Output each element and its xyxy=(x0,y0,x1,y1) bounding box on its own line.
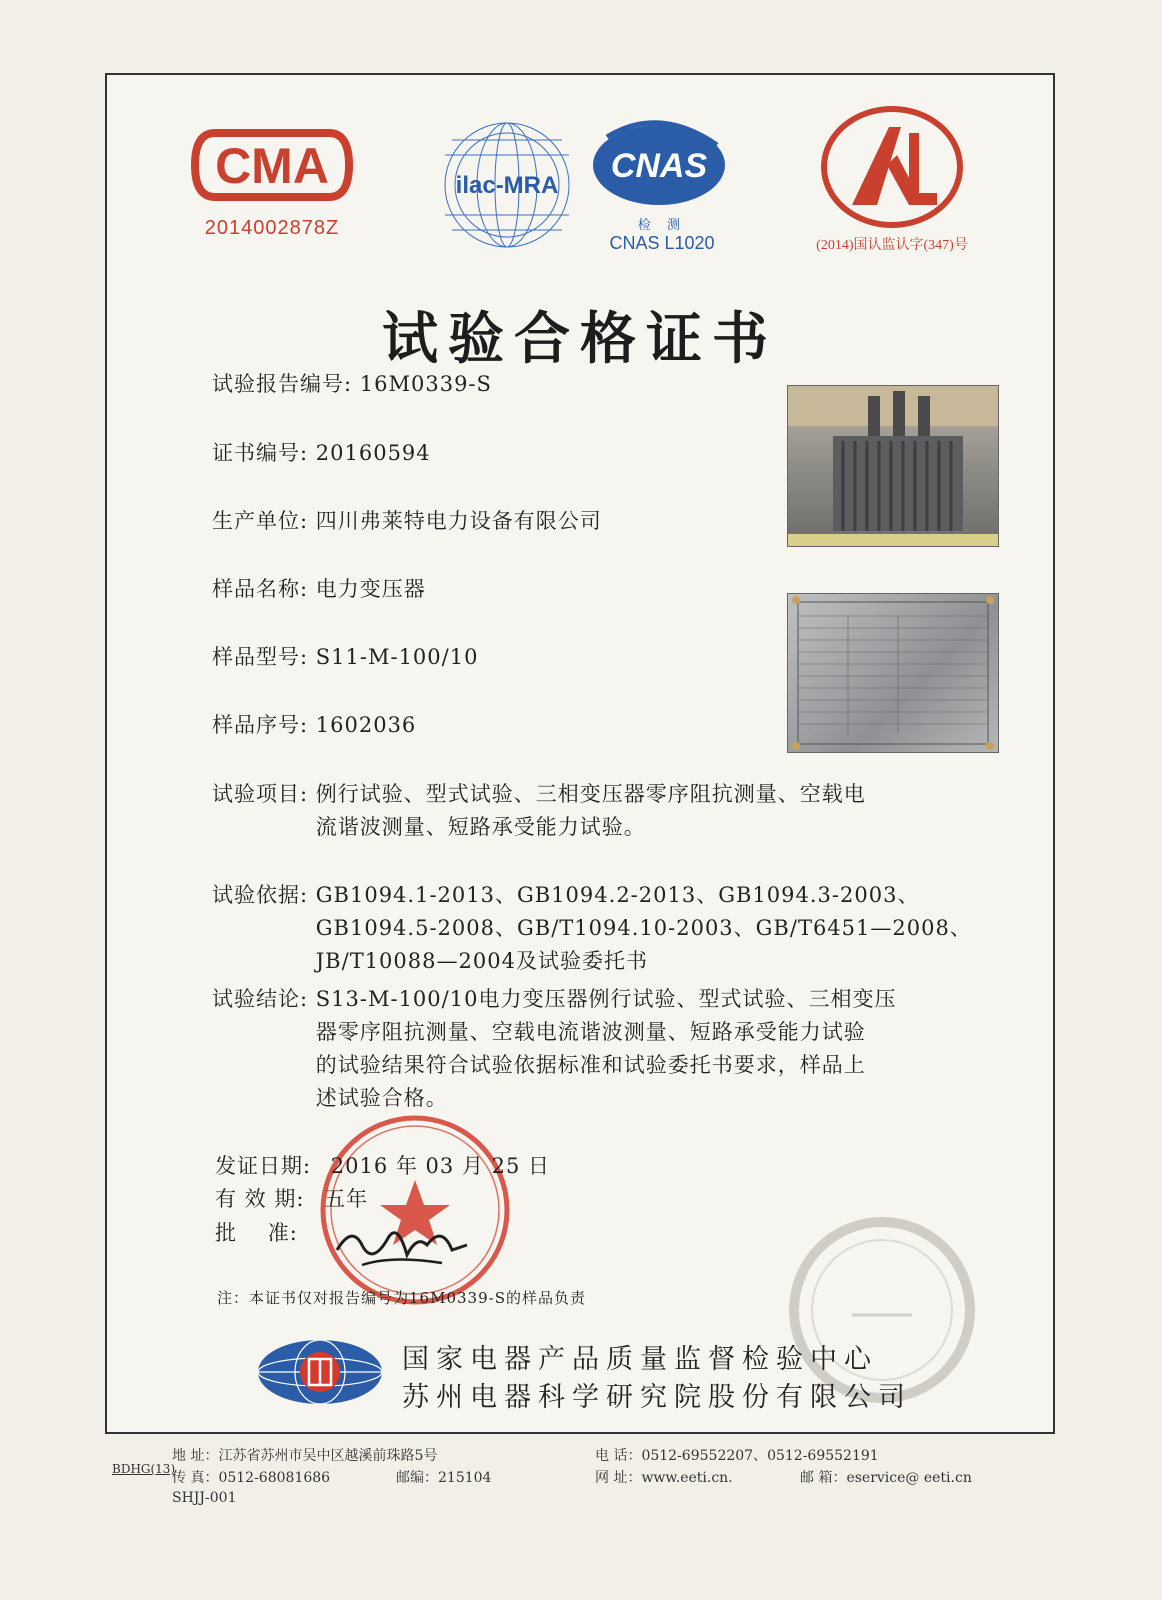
field-value: 20160594 xyxy=(315,441,431,465)
certificate-title: 试验合格证书 xyxy=(382,307,778,372)
field-label: 生产单位: xyxy=(212,509,309,533)
svg-text:CMA: CMA xyxy=(215,138,329,194)
footer-web: 网 址：www.eeti.cn. xyxy=(595,1470,733,1486)
cma-number: 2014002878Z xyxy=(204,217,340,239)
field-sample-model xyxy=(212,641,478,674)
field-value: 例行试验、型式试验、三相变压器零序阻抗测量、空载电 流谐波测量、短路承受能力试验。 xyxy=(315,782,866,839)
field-manufacturer xyxy=(212,505,602,538)
ilac-mra-logo xyxy=(432,115,582,255)
field-value: 电力变压器 xyxy=(315,577,426,601)
field-value: 四川弗莱特电力设备有限公司 xyxy=(315,509,602,533)
org-name-line1: 国家电器产品质量监督检验中心 xyxy=(402,1344,878,1375)
field-value: GB1094.1-2013、GB1094.2-2013、GB1094.3-2003、 GB1094.5-2008、GB/T1094.10-2003、GB/T6451—2008、 JB/T10088—2004及试验委托书 xyxy=(315,883,972,973)
transformer-icon xyxy=(788,386,998,546)
cnas-logo xyxy=(587,115,737,265)
certificate-frame xyxy=(105,73,1055,1434)
field-value: S11-M-100/10 xyxy=(315,645,479,669)
field-label: 证书编号: xyxy=(212,441,309,465)
org-name-line2: 苏州电器科学研究院股份有限公司 xyxy=(402,1382,912,1413)
cma-mark-icon xyxy=(187,125,357,205)
field-value: 1602036 xyxy=(315,713,417,737)
footer-phone: 电 话：0512-69552207、0512-69552191 xyxy=(595,1448,879,1464)
al-number: (2014)国认监认字(347)号 xyxy=(816,238,968,253)
field-label: 试验项目: xyxy=(212,782,309,806)
issue-label: 批 准: xyxy=(215,1221,298,1245)
field-label: 样品名称: xyxy=(212,577,309,601)
cnas-number: CNAS L1020 xyxy=(609,233,715,253)
validity-period xyxy=(215,1183,368,1216)
cma-logo xyxy=(187,125,357,243)
field-report-number xyxy=(212,368,492,401)
transformer-photo xyxy=(787,385,999,547)
al-mark-icon xyxy=(797,105,987,230)
note: 注：本证书仅对报告编号为16M0339-S的样品负责 xyxy=(217,1289,586,1307)
field-sample-name xyxy=(212,573,426,606)
nameplate-photo xyxy=(787,593,999,753)
field-value: S13-M-100/10电力变压器例行试验、型式试验、三相变压 器零序阻抗测量、空载电流谐波测量、短路承受能力试验 的试验结果符合试验依据标准和试验委托书要求，样品上 述试验合格。 xyxy=(315,987,897,1110)
field-test-basis xyxy=(212,879,972,978)
ilac-globe-icon xyxy=(432,115,582,255)
footer-code2: SHJJ-001 xyxy=(172,1490,237,1506)
cnas-mark-icon xyxy=(587,115,737,210)
field-sample-serial xyxy=(212,709,416,742)
field-test-items xyxy=(212,778,866,844)
field-label: 样品型号: xyxy=(212,645,309,669)
cnas-sub: 检 测 xyxy=(637,218,687,233)
al-logo xyxy=(797,105,987,255)
issue-label: 发证日期: xyxy=(215,1154,312,1178)
svg-text:CNAS: CNAS xyxy=(610,147,708,185)
field-test-conclusion xyxy=(212,983,896,1115)
issue-date xyxy=(215,1150,550,1183)
footer-email: 邮 箱：eservice@ eeti.cn xyxy=(800,1470,972,1486)
field-label: 试验依据: xyxy=(212,883,309,907)
org-logo-icon xyxy=(255,1337,385,1407)
field-label: 试验结论: xyxy=(212,987,309,1011)
nameplate-icon xyxy=(788,594,998,752)
footer-zip: 邮编：215104 xyxy=(396,1470,492,1486)
footer-code1: BDHG(13) xyxy=(112,1462,176,1476)
svg-text:ilac-MRA: ilac-MRA xyxy=(455,172,559,199)
issue-value: 五年 xyxy=(324,1187,369,1211)
signature-icon xyxy=(332,1215,472,1275)
approval xyxy=(215,1217,298,1250)
field-value: 16M0339-S xyxy=(359,372,492,396)
footer-address: 地 址：江苏省苏州市吴中区越溪前珠路5号 xyxy=(172,1448,438,1464)
issue-value: 2016 年 03 月 25 日 xyxy=(330,1154,551,1178)
field-label: 样品序号: xyxy=(212,713,309,737)
field-label: 试验报告编号: xyxy=(212,372,353,396)
footer-fax: 传 真：0512-68081686 xyxy=(172,1470,331,1486)
issue-label: 有 效 期: xyxy=(215,1187,305,1211)
field-certificate-number xyxy=(212,437,431,470)
